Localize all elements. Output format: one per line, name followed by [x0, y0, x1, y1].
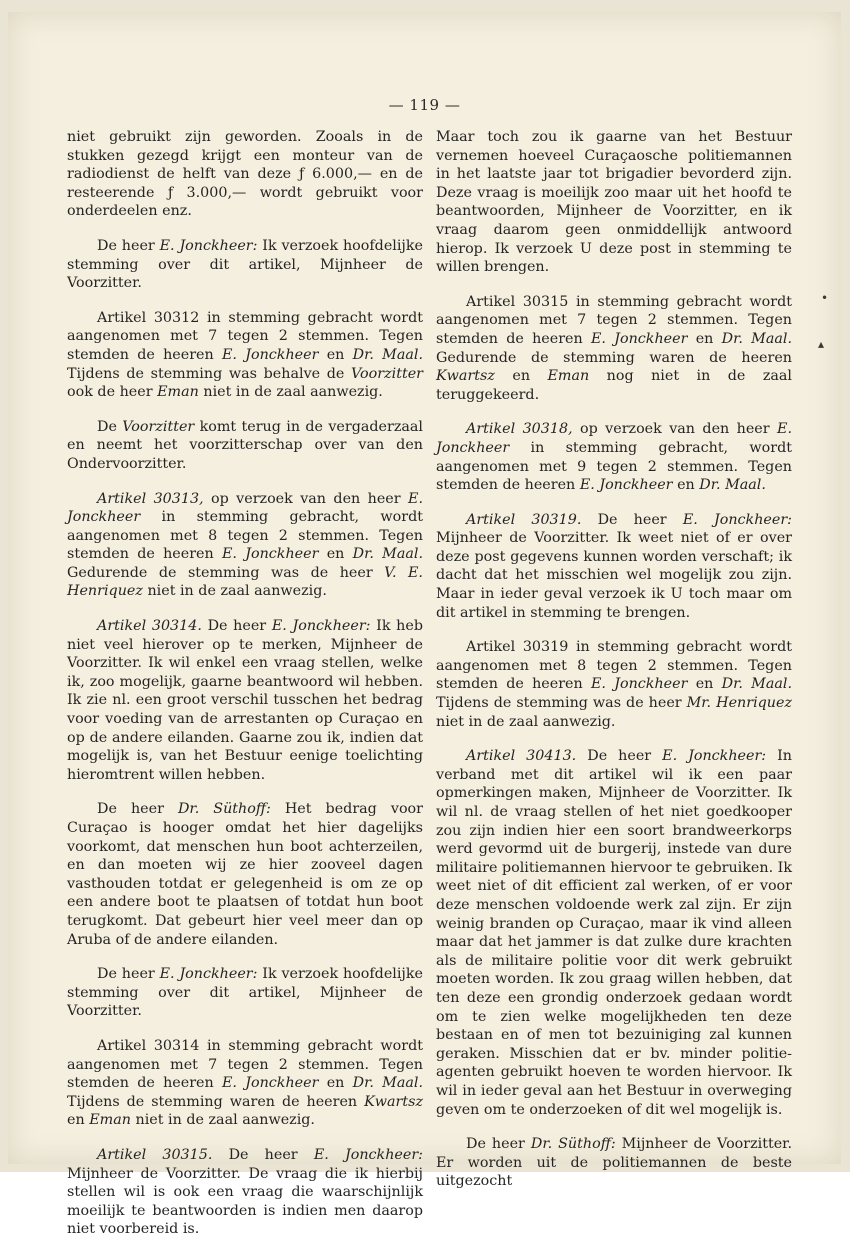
- paragraph: Artikel 30319. De heer E. Jonckheer: Mijnheer de Voorzitter. Ik weet niet of er over deze post gegevens kunnen worden verschaft; ik dacht dat het misschien wel mogelijk zou zijn. Maar in ieder geval verzoek ik U toch maar om dit artikel in stemming te brengen.: [436, 511, 792, 621]
- paragraph: Artikel 30314. De heer E. Jonckheer: Ik heb niet veel hierover op te merken, Mijnheer de Voorzitter. Ik wil enkel een vraag stellen, welke ik, zoo mogelijk, gaarne beantwoord wil hebben. Ik zie nl. een groot verschil tusschen het bedrag voor voeding van de arrestanten op Curaçao en op de andere eilanden. Gaarne zou ik, indien dat mogelijk is, van het Bestuur eenige toelichting hieromtrent willen hebben.: [67, 618, 423, 783]
- left-text-column: [67, 128, 423, 1255]
- paragraph: Maar toch zou ik gaarne van het Bestuur vernemen hoeveel Curaçaosche politiemannen in het laatste jaar tot brigadier bevorderd zijn. Deze vraag is moeilijk zoo maar uit het hoofd te beantwoorden, Mijnheer de Voorzitter, en ik vraag daarom geen onmiddellijk antwoord hierop. Ik verzoek U deze post in stemming te willen brengen.: [436, 129, 792, 276]
- paragraph: De heer E. Jonckheer: Ik verzoek hoofdelijke stemming over dit artikel, Mijnheer de Voorzitter.: [67, 237, 423, 292]
- paragraph: De heer Dr. Süthoff: Het bedrag voor Curaçao is hooger omdat het hier dagelijks voorkomt, dat menschen hun boot achterzeilen, en dan moeten wij ze hier zooveel dagen vasthouden totdat er gelegenheid is om ze op een andere boot te plaatsen of totdat hun boot terugkomt. Dat gebeurt hier veel meer dan op Aruba of de andere eilanden.: [67, 801, 423, 948]
- paragraph: Artikel 30319 in stemming gebracht wordt aangenomen met 8 tegen 2 stemmen. Tegen stemden de heeren E. Jonckheer en Dr. Maal. Tijdens de stemming was de heer Mr. Henriquez niet in de zaal aanwezig.: [436, 639, 793, 730]
- paragraph: Artikel 30314 in stemming gebracht wordt aangenomen met 7 tegen 2 stemmen. Tegen stemden de heeren E. Jonckheer en Dr. Maal. Tijdens de stemming waren de heeren Kwartsz en Eman niet in de zaal aanwezig.: [67, 1037, 423, 1129]
- paragraph: Artikel 30413. De heer E. Jonckheer: In verband met dit artikel wil ik een paar opmerkingen maken, Mijnheer de Voorzitter. Ik wil nl. de vraag stellen of het niet goedkooper zou zijn indien hier een soort brandweerkorps werd gevormd uit de burgerij, instede van dure militaire politiemannen hiervoor te gebruiken. Ik weet niet of dit efficient zal werken, of er voor deze menschen voldoende werk zal zijn. Er zijn weinig branden op Curaçao, maar ik vind alleen maar dat het jammer is dat zulke dure krachten als de militaire politie voor dit werk gebruikt moeten worden. Ik zou graag willen hebben, dat ten deze een grondig onderzoek gedaan wordt om te zien welke mogelijkheden ten deze bestaan en of men tot bezuiniging zal kunnen geraken. Misschien dat er bv. minder politie-agenten gebruikt hoeven te worden hiervoor. Ik wil in ieder geval aan het Bestuur in overweging geven om te onderzoeken of dit wel mogelijk is.: [436, 748, 793, 1118]
- page-number: — 119 —: [388, 96, 461, 114]
- margin-arrow-mark: ▴: [818, 337, 825, 351]
- paragraph: De heer Dr. Süthoff: Mijnheer de Voorzitter. Er worden uit de politiemannen de beste uitgezocht: [436, 1136, 792, 1190]
- paragraph: Artikel 30313, op verzoek van den heer E. Jonckheer in stemming gebracht, wordt aangenomen met 8 tegen 2 stemmen. Tegen stemden de heeren E. Jonckheer en Dr. Maal. Gedurende de stemming was de heer V. E. Henriquez niet in de zaal aanwezig.: [67, 490, 423, 600]
- margin-dot-mark: •: [821, 291, 829, 305]
- paragraph: Artikel 30315. De heer E. Jonckheer: Mijnheer de Voorzitter. De vraag die ik hierbij stellen wil is ook een vraag die waarschijnlijk moeilijk te beantwoorden is indien men daarop niet voorbereid is.: [67, 1146, 423, 1238]
- paragraph: Artikel 30315 in stemming gebracht wordt aangenomen met 7 tegen 2 stemmen. Tegen stemden de heeren E. Jonckheer en Dr. Maal. Gedurende de stemming waren de heeren Kwartsz en Eman nog niet in de zaal teruggekeerd.: [436, 293, 792, 403]
- right-text-column: [436, 128, 792, 1207]
- paragraph: De Voorzitter komt terug in de vergaderzaal en neemt het voorzitterschap over van den Ondervoorzitter.: [67, 418, 423, 472]
- paragraph: Artikel 30318, op verzoek van den heer E. Jonckheer in stemming gebracht, wordt aangenomen met 9 tegen 2 stemmen. Tegen stemden de heeren E. Jonckheer en Dr. Maal.: [436, 421, 792, 494]
- paragraph: Artikel 30312 in stemming gebracht wordt aangenomen met 7 tegen 2 stemmen. Tegen stemden de heeren E. Jonckheer en Dr. Maal. Tijdens de stemming was behalve de Voorzitter ook de heer Eman niet in de zaal aanwezig.: [67, 309, 423, 401]
- document-sheet: [8, 12, 841, 1238]
- paragraph: niet gebruikt zijn geworden. Zooals in de stukken gezegd krijgt een monteur van de radiodienst de helft van deze ƒ 6.000,— en de resteerende ƒ 3.000,— wordt gebruikt voor onderdeelen enz.: [67, 129, 423, 220]
- paragraph: De heer E. Jonckheer: Ik verzoek hoofdelijke stemming over dit artikel, Mijnheer de Voorzitter.: [67, 966, 423, 1020]
